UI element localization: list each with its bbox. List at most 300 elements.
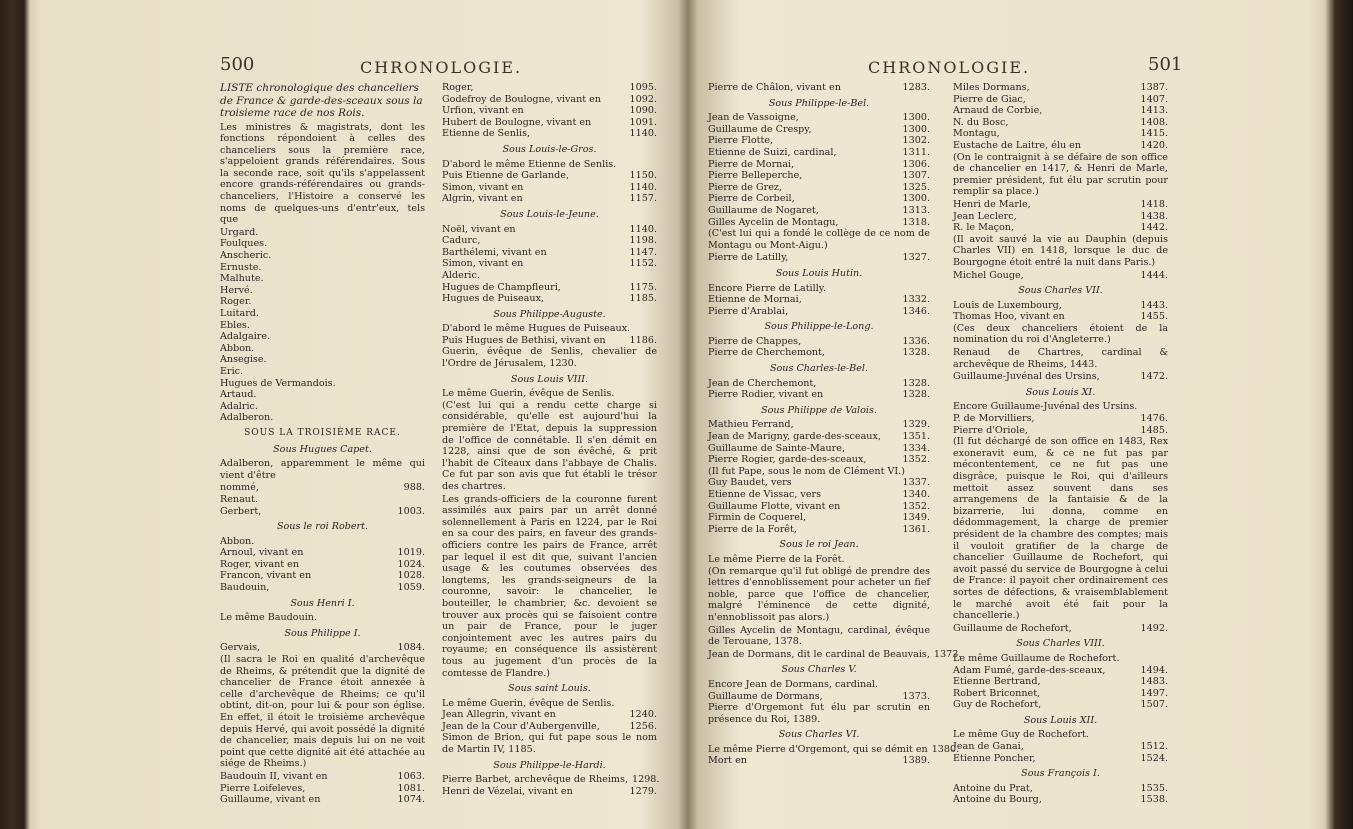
entry-line — [220, 343, 425, 355]
entry-name: Cadurc, — [442, 235, 481, 247]
entry-line — [953, 128, 1168, 140]
entry-line — [442, 709, 657, 721]
entry-name: Adalberon. — [220, 412, 274, 424]
entry-year — [653, 323, 657, 335]
entry-line — [708, 182, 930, 194]
entry-name: Gervais, — [220, 642, 261, 654]
entry-name: Guillaume, vivant en — [220, 794, 321, 806]
entry-year: 1152. — [629, 258, 657, 270]
entry-name: Francon, vivant en — [220, 570, 312, 582]
entry-year: 1512. — [1140, 741, 1168, 753]
entry-name: Guillaume Flotte, vivant en — [708, 500, 841, 512]
entry-line — [953, 676, 1168, 688]
entry-year — [421, 412, 425, 424]
entry-name: Le même Guy de Rochefort. — [953, 729, 1089, 741]
entry-line — [220, 320, 425, 332]
entry-year: 1300. — [902, 123, 930, 135]
entry-year — [1164, 729, 1168, 741]
entry-year: 1186. — [629, 334, 657, 346]
entry-line — [708, 283, 930, 295]
entry-year: 1485. — [1140, 424, 1168, 436]
entry-line — [442, 774, 660, 786]
entry-line — [708, 524, 930, 536]
entry-year: 1157. — [629, 193, 657, 205]
entry-year: 1084. — [397, 642, 425, 654]
entry-name: Pierre d'Arablai, — [708, 305, 789, 317]
paragraph: (C'est lui qui a rendu cette charge si considérable, qu'elle est aujourd'hui la première de l'Etat, depuis la suppression de l'office de connétable. Il s'en démit en 1228, ainsi que de son évêché, & prit l'habit de Cîteaux dans l'abbaye de Chalis. Ce fut par son avis que fut établi le trésor des chartres. — [442, 399, 657, 492]
entry-year — [421, 536, 425, 548]
entry-year: 1300. — [902, 193, 930, 205]
paragraph: Guerin, évêque de Senlis, chevalier de l'Ordre de Jérusalem, 1230. — [442, 346, 657, 370]
entry-year — [421, 308, 425, 320]
entry-line — [708, 512, 930, 524]
entry-year: 1524. — [1140, 752, 1168, 764]
entry-year: 1352. — [902, 500, 930, 512]
entry-line — [708, 443, 930, 455]
entry-year: 1415. — [1140, 128, 1168, 140]
entry-year — [653, 159, 657, 171]
paragraph: (On le contraignit à se défaire de son office de chancelier en 1417, & Henri de Marle, premier président, fut élu par scrutin pour remplir sa place.) — [953, 151, 1168, 198]
entry-name: Jean de Dormans, dit le cardinal de Beauvais, — [708, 648, 930, 660]
paragraph: Renaud de Chartres, cardinal & archevêque de Rheims, 1443. — [953, 347, 1168, 370]
entry-line — [220, 482, 425, 494]
reign-heading: Sous Louis XII. — [1023, 714, 1098, 726]
entry-year: 1373. — [902, 690, 930, 702]
entry-year: 1081. — [397, 782, 425, 794]
entry-year: 1380. — [931, 743, 960, 755]
entry-name: Guillaume de Rochefort, — [953, 622, 1072, 634]
entry-line — [220, 559, 425, 571]
entry-line — [953, 222, 1168, 234]
entry-line — [708, 170, 930, 182]
entry-line — [708, 466, 930, 478]
entry-name: Adam Fumé, garde-des-sceaux, — [953, 664, 1106, 676]
entry-year: 1413. — [1140, 105, 1168, 117]
entry-line — [708, 648, 962, 661]
entry-year — [421, 343, 425, 355]
paragraph: Pierre d'Orgemont fut élu par scrutin en présence du Roi, 1389. — [708, 702, 930, 725]
entry-year: 1325. — [902, 181, 930, 193]
right-column-2 — [953, 82, 1168, 806]
entry-line — [442, 105, 657, 117]
entry-line — [953, 729, 1168, 741]
entry-name: Jean de Vassoigne, — [708, 112, 799, 124]
entry-year: 1328. — [902, 389, 930, 401]
entry-line — [708, 679, 930, 691]
reign-heading: Sous François I. — [1021, 768, 1100, 780]
page-number-left: 500 — [220, 54, 255, 75]
entry-name: Simon, vivant en — [442, 258, 524, 270]
reign-heading: Sous Philippe-Auguste. — [493, 308, 606, 320]
reign-heading: Sous le roi Robert. — [276, 521, 369, 533]
entry-line — [708, 124, 930, 136]
entry-year — [421, 320, 425, 332]
entry-year: 1198. — [629, 235, 657, 247]
entry-year: 1443. — [1140, 299, 1168, 311]
entry-name: Pierre Loifeleves, — [220, 782, 306, 794]
entry-line — [220, 794, 425, 806]
entry-line — [708, 159, 930, 171]
entry-name: Arnoul, vivant en — [220, 547, 304, 559]
entry-name: Hugues de Puiseaux, — [442, 293, 545, 305]
entry-line — [953, 311, 1168, 323]
entry-year — [421, 366, 425, 378]
entry-line — [220, 378, 425, 390]
entry-year — [653, 388, 657, 400]
entry-name: Le même Guerin, évêque de Senlis. — [442, 388, 615, 400]
entry-line — [953, 371, 1168, 383]
entry-year: 1346. — [902, 305, 930, 317]
entry-name: Pierre de Chappes, — [708, 335, 802, 347]
entry-line — [442, 698, 657, 710]
entry-name: Mathieu Ferrand, — [708, 419, 794, 431]
running-head-left: CHRONOLOGIE. — [360, 58, 523, 77]
entry-line — [953, 413, 1168, 425]
entry-name: Malhute. — [220, 273, 264, 285]
entry-year: 1311. — [902, 146, 930, 158]
entry-line — [220, 389, 425, 401]
entry-year — [421, 285, 425, 297]
entry-name: Guillaume de Nogaret, — [708, 204, 819, 216]
entry-year — [421, 273, 425, 285]
entry-line — [708, 431, 930, 443]
entry-line — [220, 771, 425, 783]
entry-line — [442, 282, 657, 294]
entry-year: 1483. — [1140, 676, 1168, 688]
entry-name: Firmin de Coquerel, — [708, 512, 807, 524]
entry-year: 1407. — [1140, 93, 1168, 105]
entry-line — [442, 235, 657, 247]
entry-year: 1279. — [629, 785, 657, 797]
entry-year — [421, 227, 425, 239]
entry-year — [421, 378, 425, 390]
entry-name: Baudouin II, vivant en — [220, 770, 328, 782]
entry-name: Mort en — [708, 755, 747, 767]
entry-line — [953, 794, 1168, 806]
entry-line — [220, 494, 425, 506]
entry-name: Roger, vivant en — [220, 558, 300, 570]
entry-line — [442, 293, 657, 305]
entry-line — [708, 378, 930, 390]
entry-year: 1328. — [902, 347, 930, 359]
entry-name: R. le Maçon, — [953, 222, 1015, 234]
entry-name: Hervé. — [220, 284, 253, 296]
entry-name: Urfion, vivant en — [442, 105, 524, 117]
entry-line — [708, 743, 960, 756]
entry-line — [220, 570, 425, 582]
reign-heading: Sous Louis Hutin. — [775, 267, 863, 279]
entry-year: 1019. — [397, 547, 425, 559]
entry-year: 1003. — [397, 505, 425, 517]
paragraph: Adalberon, apparemment le même qui vient d'être — [220, 458, 425, 481]
entry-line — [953, 425, 1168, 437]
reign-heading: Sous Philippe-le-Long. — [764, 321, 874, 333]
entry-year: 1438. — [1140, 210, 1168, 222]
entry-name: D'abord le même Etienne de Senlis. — [442, 158, 617, 170]
entry-year: 1361. — [902, 523, 930, 535]
entry-line — [708, 217, 930, 229]
entry-year: 1373. — [933, 648, 962, 660]
entry-line — [708, 193, 930, 205]
entry-line — [708, 306, 930, 318]
entry-year: 1337. — [902, 477, 930, 489]
entry-name: Guillaume de Crespy, — [708, 123, 812, 135]
entry-line — [953, 688, 1168, 700]
entry-name: Barthélemi, vivant en — [442, 246, 547, 258]
entry-name: Roger, — [442, 82, 474, 93]
entry-year: 1063. — [397, 770, 425, 782]
entry-name: Etienne de Senlis, — [442, 128, 531, 140]
entry-name: Pierre Rogier, garde-des-sceaux, — [708, 454, 867, 466]
entry-line — [708, 252, 930, 264]
entry-year: 1306. — [902, 158, 930, 170]
entry-line — [708, 489, 930, 501]
paragraph: (Ces deux chanceliers étoient de la nomination du roi d'Angleterre.) — [953, 322, 1168, 346]
entry-year: 1340. — [902, 489, 930, 500]
entry-name: Hubert de Boulogne, vivant en — [442, 116, 592, 128]
entry-line — [442, 94, 657, 106]
entry-year: 1494. — [1140, 664, 1168, 676]
entry-line — [220, 506, 425, 518]
entry-year: 1444. — [1140, 269, 1168, 281]
entry-line — [442, 270, 657, 282]
entry-name: Etienne de Mornai, — [708, 294, 802, 306]
entry-line — [220, 227, 425, 239]
entry-name: Le même Baudouin. — [220, 612, 318, 624]
reign-heading: Sous Louis VIII. — [510, 373, 589, 385]
entry-line — [442, 388, 657, 400]
entry-line — [220, 273, 425, 285]
entry-year: 1318. — [902, 216, 930, 228]
entry-year: 1091. — [629, 116, 657, 128]
entry-year — [421, 401, 425, 413]
reign-heading: Sous Charles VI. — [778, 729, 860, 741]
entry-line — [953, 665, 1168, 677]
entry-name: Arnaud de Corbie, — [953, 105, 1043, 117]
entry-name: Le même Pierre d'Orgemont, qui se démit en — [708, 743, 928, 755]
entry-line — [220, 642, 425, 654]
entry-year — [421, 296, 425, 308]
entry-year: 1092. — [629, 93, 657, 105]
entry-name: Renaut. — [220, 493, 258, 505]
entry-year: 1336. — [902, 335, 930, 347]
entry-line — [708, 501, 930, 513]
entry-name: Alderic. — [442, 269, 480, 281]
entry-year: 1472. — [1140, 371, 1168, 383]
entry-year: 1418. — [1140, 198, 1168, 210]
entry-year — [421, 354, 425, 366]
entry-line — [708, 82, 930, 94]
left-page — [220, 48, 680, 818]
entry-name: Noël, vivant en — [442, 223, 516, 235]
running-head-right: CHRONOLOGIE. — [868, 58, 1031, 77]
entry-name: Pierre Flotte, — [708, 135, 774, 147]
entry-year: 1442. — [1140, 222, 1168, 234]
entry-line — [220, 296, 425, 308]
entry-year — [421, 389, 425, 401]
reign-heading: Sous Philippe de Valois. — [761, 404, 877, 416]
entry-line — [442, 82, 657, 94]
entry-line — [220, 354, 425, 366]
entry-year — [421, 238, 425, 250]
entry-year: 1387. — [1140, 82, 1168, 93]
entry-name: Le même Guerin, évêque de Senlis. — [442, 697, 615, 709]
entry-name: Baudouin, — [220, 582, 270, 594]
entry-line — [220, 547, 425, 559]
entry-line — [220, 308, 425, 320]
entry-year — [421, 262, 425, 274]
entry-name: Pierre de Latilly, — [708, 252, 789, 264]
entry-year: 1240. — [629, 709, 657, 721]
entry-year — [926, 679, 930, 691]
entry-name: Le même Pierre de la Forêt. — [708, 553, 845, 565]
entry-line — [953, 741, 1168, 753]
entry-name: Miles Dormans, — [953, 82, 1030, 93]
reign-heading: Sous Henri I. — [290, 597, 355, 609]
paragraph: Les grands-officiers de la couronne furent assimilés aux pairs par un arrêt donné solennellement à Paris en 1224, par le Roi en sa cour des pairs, en faveur des grands-officiers contre les pairs de France, arrêt par lequel il est dit que, suivant l'ancien usage & les coutumes observées des longtems, les grands-seigneurs de la couronne, savoir: le chancelier, le bouteiller, le chambrier, &c. devoient se trouver aux procès qui se faisoient contre un pair de France, pour le juger conjointement avec les autres pairs du royaume; en conséquence ils assistèrent tous au jugement d'un procès de la comtesse de Flandre.) — [442, 493, 657, 679]
entry-name: Algrin, vivant en — [442, 193, 523, 205]
paragraph: (Il avoit sauvé la vie au Dauphin (depuis Charles VII) en 1418, lorsque le duc de Bourgogne étoit entré la nuit dans Paris.) — [953, 233, 1168, 268]
entry-year: 1074. — [397, 794, 425, 806]
reign-heading: Sous Philippe-le-Hardi. — [493, 759, 606, 771]
entry-name: Etienne de Vissac, vers — [708, 489, 822, 500]
entry-year: 1334. — [902, 442, 930, 454]
entry-line — [708, 419, 930, 431]
reign-heading: Sous Louis XI. — [1025, 386, 1096, 398]
entry-name: N. du Bosc, — [953, 116, 1009, 128]
entry-name: Pierre Barbet, archevêque de Rheims, — [442, 774, 628, 786]
entry-line — [708, 691, 930, 703]
entry-line — [220, 612, 425, 624]
entry-line — [708, 347, 930, 359]
entry-line — [708, 554, 930, 566]
entry-line — [220, 783, 425, 795]
entry-line — [442, 247, 657, 259]
entry-name: Pierre de Grez, — [708, 181, 783, 193]
entry-year: 1140. — [629, 128, 657, 140]
entry-line — [442, 335, 657, 347]
entry-name: Jean de la Cour d'Aubergenville, — [442, 720, 600, 732]
entry-year — [421, 331, 425, 343]
entry-name: Abbon. — [220, 535, 255, 547]
list-title: LISTE chronologique des chanceliers de France & garde-des-sceaux sous la troisieme race de nos Rois. — [220, 82, 423, 119]
entry-line — [442, 721, 657, 733]
entry-line — [220, 536, 425, 548]
entry-line — [708, 112, 930, 124]
reign-heading: Sous le roi Jean. — [779, 539, 859, 551]
reign-heading: Sous Philippe-le-Bel. — [768, 97, 870, 109]
entry-name: Pierre de la Forêt, — [708, 523, 797, 535]
entry-name: Encore Jean de Dormans, cardinal. — [708, 678, 878, 690]
entry-line — [953, 699, 1168, 711]
right-page — [708, 48, 1183, 818]
paragraph: (C'est lui qui a fondé le collège de ce nom de Montagu ou Mont-Aigu.) — [708, 228, 930, 251]
entry-name: Michel Gouge, — [953, 269, 1024, 281]
entry-year: 1476. — [1140, 413, 1168, 425]
entry-year — [653, 698, 657, 710]
entry-line — [953, 623, 1168, 635]
entry-year: 1300. — [902, 112, 930, 124]
entry-year: 1298. — [632, 774, 660, 786]
entry-name: Roger. — [220, 296, 252, 308]
entry-line — [708, 336, 930, 348]
entry-name: Henri de Marle, — [953, 198, 1031, 210]
entry-line — [442, 128, 657, 140]
entry-line — [442, 224, 657, 236]
entry-line — [708, 477, 930, 489]
entry-line — [708, 454, 930, 466]
entry-name: Adalric. — [220, 400, 258, 412]
entry-name: Foulques. — [220, 238, 268, 250]
reign-heading: Sous Philippe I. — [284, 627, 361, 639]
entry-year: 1329. — [902, 419, 930, 431]
paragraph: (On remarque qu'il fut obligé de prendre des lettres d'ennoblissement pour acheter un fief noble, parce que l'office de chancelier, malgré l'éminence de cette dignité, n'ennoblissoit pas alors.) — [708, 565, 930, 623]
entry-name: Guy de Rochefort, — [953, 699, 1042, 711]
entry-year: 1185. — [629, 293, 657, 305]
entry-name: Pierre de Corbeil, — [708, 193, 795, 205]
entry-year — [1164, 653, 1168, 665]
right-column-1 — [708, 82, 962, 767]
entry-year: 1497. — [1140, 687, 1168, 699]
reign-heading: Sous saint Louis. — [508, 683, 591, 695]
paragraph: (Il sacra le Roi en qualité d'archevêque de Rheims, & prétendit que la dignité de chancelier de France étoit annexée à celle d'archevêque de Rheims; ce qu'il obtint, dit-on, pour lui & pour son église. En effet, il étoit le troisième archevêque depuis Hervé, qui avoit possédé la dignité de chancelier, mais depuis lui on ne voit point que cette dignité ait été attachée au siége de Rheims.) — [220, 654, 425, 770]
entry-name: Etienne de Suizi, cardinal, — [708, 146, 837, 158]
entry-name: nommé, — [220, 482, 259, 494]
entry-name: Antoine du Bourg, — [953, 794, 1042, 806]
entry-year: 1535. — [1140, 782, 1168, 794]
entry-name: Jean de Ganai, — [953, 741, 1024, 753]
entry-line — [442, 258, 657, 270]
reign-heading: Sous Charles VIII. — [1016, 638, 1105, 650]
reign-heading: SOUS LA TROISIÈME RACE. — [244, 427, 401, 438]
entry-year — [926, 283, 930, 295]
entry-name: Jean de Cherchemont, — [708, 377, 817, 389]
entry-line — [953, 783, 1168, 795]
paragraph: Les ministres & magistrats, dont les fonctions répondoient à celles des chanceliers sous la première race, s'appeloient grands référendaires. Sous la seconde race, soit qu'ils s'appelassent encore grands-référendaires ou grands-chanceliers, l'Histoire a conservé les noms de quelques-uns d'entr'eux, tels que — [220, 121, 425, 226]
reign-heading: Sous Charles VII. — [1018, 285, 1103, 297]
reign-heading: Sous Charles-le-Bel. — [769, 363, 869, 375]
entry-year: 1090. — [629, 105, 657, 117]
entry-name: Encore Pierre de Latilly. — [708, 282, 826, 294]
entry-name: Guillaume-Juvénal des Ursins, — [953, 371, 1100, 383]
entry-line — [953, 300, 1168, 312]
entry-name: Puis Hugues de Bethisi, vivant en — [442, 334, 606, 346]
entry-name: Etienne Bertrand, — [953, 676, 1041, 688]
entry-line — [953, 140, 1168, 152]
entry-name: Etienne Poncher, — [953, 752, 1036, 764]
entry-line — [220, 366, 425, 378]
entry-name: Guillaume de Dormans, — [708, 690, 823, 702]
entry-line — [708, 389, 930, 401]
entry-year — [421, 612, 425, 624]
entry-name: Pierre de Giac, — [953, 93, 1026, 105]
entry-year: 1059. — [397, 582, 425, 594]
entry-year: 1352. — [902, 454, 930, 466]
entry-name: Hugues de Champfleuri, — [442, 281, 561, 293]
page-number-right: 501 — [1148, 54, 1183, 75]
entry-line — [953, 211, 1168, 223]
entry-name: Gilles Aycelin de Montagu, — [708, 216, 839, 228]
entry-year: 1147. — [629, 246, 657, 258]
entry-year: 1492. — [1140, 622, 1168, 634]
entry-name: Artaud. — [220, 389, 257, 401]
paragraph: (Il fut déchargé de son office en 1483, Rex exoneravit eum, & ce ne fut pas par mécontentement, ce ne fut pas une disgrâce, puisque le Roi, qui d'ailleurs mettoit assez souvent dans ses arrangemens de la fantaisie & de la bizarrerie, lui donna, comme en dédommagement, la charge de premier président de la chambre des comptes; mais il vouloit gratifier de la charge de chancelier Guillaume de Rochefort, qui avoit passé du service de Bourgogne à celui de France: il payoit cher ordinairement ces sortes de défections, & vraisemblablement le marché avoit été fait pour la chancellerie.) — [953, 436, 1168, 622]
entry-year — [926, 554, 930, 566]
entry-name: Pierre Rodier, vivant en — [708, 389, 824, 401]
paragraph: Gilles Aycelin de Montagu, cardinal, évêque de Terouane, 1378. — [708, 624, 930, 648]
entry-line — [220, 250, 425, 262]
entry-name: Simon, vivant en — [442, 181, 524, 193]
